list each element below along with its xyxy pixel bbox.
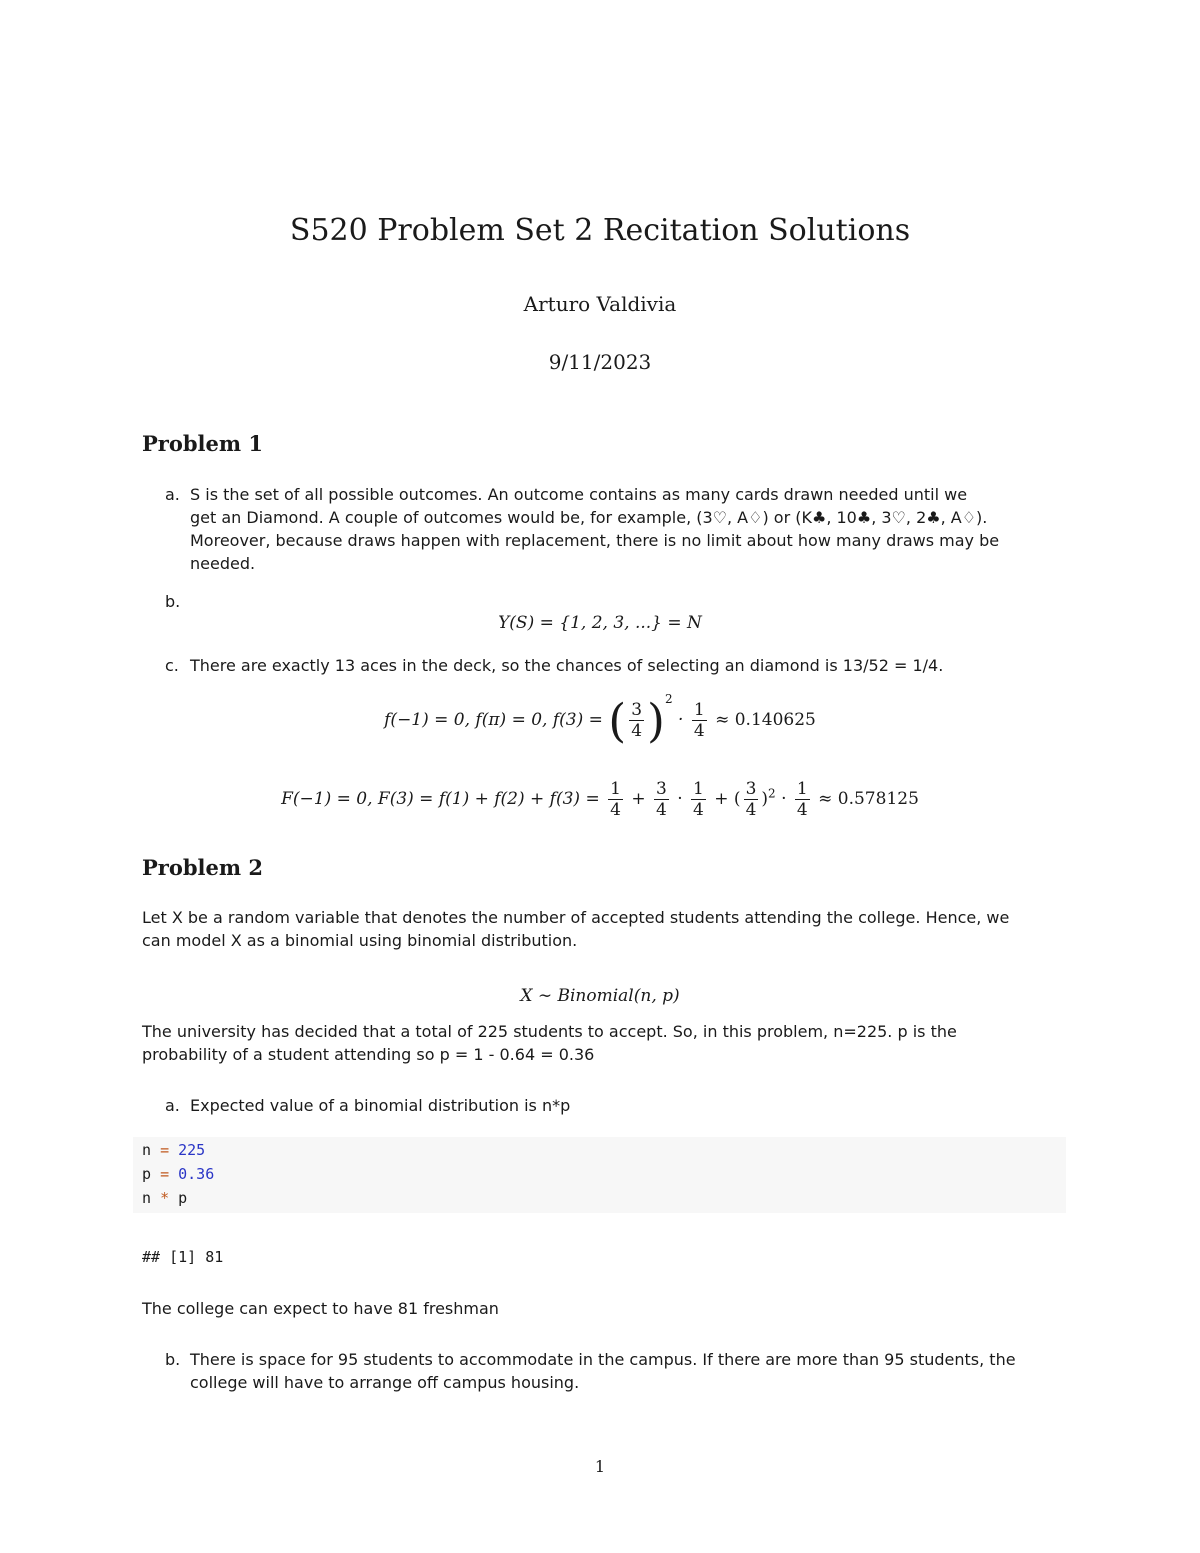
problem1-heading: Problem 1	[142, 431, 264, 456]
exponent: 2	[665, 692, 673, 706]
dot-operator: ·	[678, 710, 684, 730]
fraction: $\frac{1}{4}$	[796, 779, 808, 820]
problem2-heading: Problem 2	[142, 855, 264, 880]
eq-result: ≈ 0.578125	[818, 789, 919, 809]
item-line: There is space for 95 students to accommodate in the campus. If there are more than 95 students, the	[190, 1350, 1016, 1369]
eq-left: f(−1) = 0, f(π) = 0, f(3) =	[384, 710, 603, 730]
code-block	[133, 1137, 1066, 1213]
problem1-part-c	[165, 654, 1060, 677]
close-paren: )	[647, 693, 665, 748]
fraction: $\frac{1}{4}$	[693, 700, 705, 741]
item-label: c.	[165, 656, 179, 675]
para-line: The university has decided that a total of 225 students to accept. So, in this problem, n=225. p is the	[142, 1022, 957, 1041]
problem2-intro	[142, 906, 1060, 952]
code-line-2: p = 0.36	[142, 1165, 215, 1183]
item-line: needed.	[190, 554, 256, 573]
eq-result: ≈ 0.140625	[715, 710, 816, 730]
problem1-part-a	[165, 483, 1060, 575]
para-line: probability of a student attending so p = 1 - 0.64 = 0.36	[142, 1045, 595, 1064]
fraction: $\frac{3}{4}$	[631, 700, 643, 741]
item-label: a.	[165, 1096, 180, 1115]
para-line: Let X be a random variable that denotes the number of accepted students attending the college. Hence, we	[142, 908, 1010, 927]
para-line: can model X as a binomial using binomial distribution.	[142, 931, 578, 950]
fraction: $\frac{3}{4}$	[745, 779, 757, 820]
problem1-b-equation: Y(S) = {1, 2, 3, ...} = N	[498, 613, 702, 633]
item-line: Moreover, because draws happen with replacement, there is no limit about how many draws may be	[190, 531, 1000, 550]
fraction: $\frac{3}{4}$	[656, 779, 667, 820]
problem2-part-b	[165, 1348, 1060, 1394]
document-author: Arturo Valdivia	[523, 292, 677, 316]
page-number: 1	[594, 1457, 606, 1476]
item-line: Expected value of a binomial distribution is n*p	[190, 1096, 571, 1115]
problem1-equation-1	[0, 692, 1200, 748]
document-title: S520 Problem Set 2 Recitation Solutions	[289, 213, 911, 248]
item-line: college will have to arrange off campus housing.	[190, 1373, 580, 1392]
item-line: get an Diamond. A couple of outcomes would be, for example, (3♡, A♢) or (K♣, 10♣, 3♡, 2♣, A♢).	[190, 508, 988, 527]
code-line-3: n * p	[142, 1189, 188, 1207]
binomial-distribution-equation: X ∼ Binomial(n, p)	[520, 986, 680, 1006]
problem2-params	[142, 1020, 1060, 1066]
code-line-1: n = 225	[142, 1141, 206, 1159]
item-line: S is the set of all possible outcomes. An outcome contains as many cards drawn needed until we	[190, 485, 968, 504]
document-date: 9/11/2023	[548, 350, 652, 374]
item-line: There are exactly 13 aces in the deck, so the chances of selecting an diamond is 13/52 = 1/4.	[190, 656, 944, 675]
code-output: ## [1] 81	[142, 1248, 224, 1266]
fraction: $\frac{1}{4}$	[610, 779, 621, 820]
item-label: a.	[165, 485, 180, 504]
item-label: b.	[165, 1350, 181, 1369]
eq-left: F(−1) = 0, F(3) = f(1) + f(2) + f(3) =	[281, 789, 600, 809]
open-paren: (	[608, 693, 627, 748]
fraction: $\frac{1}{4}$	[693, 779, 704, 820]
problem1-equation-2: F(−1) = 0, F(3) = f(1) + f(2) + f(3) = $\frac{1}{4}$ + $\frac{3}{4}$ · $\frac{1}{4}$ + ( $\frac{3}{4}$ )$^2$ · $\frac{1}{4}$ ≈ 0.578125	[281, 779, 919, 820]
item-label: b.	[165, 592, 181, 611]
problem2-conclusion: The college can expect to have 81 freshman	[142, 1299, 499, 1318]
problem2-part-a	[165, 1094, 1060, 1117]
